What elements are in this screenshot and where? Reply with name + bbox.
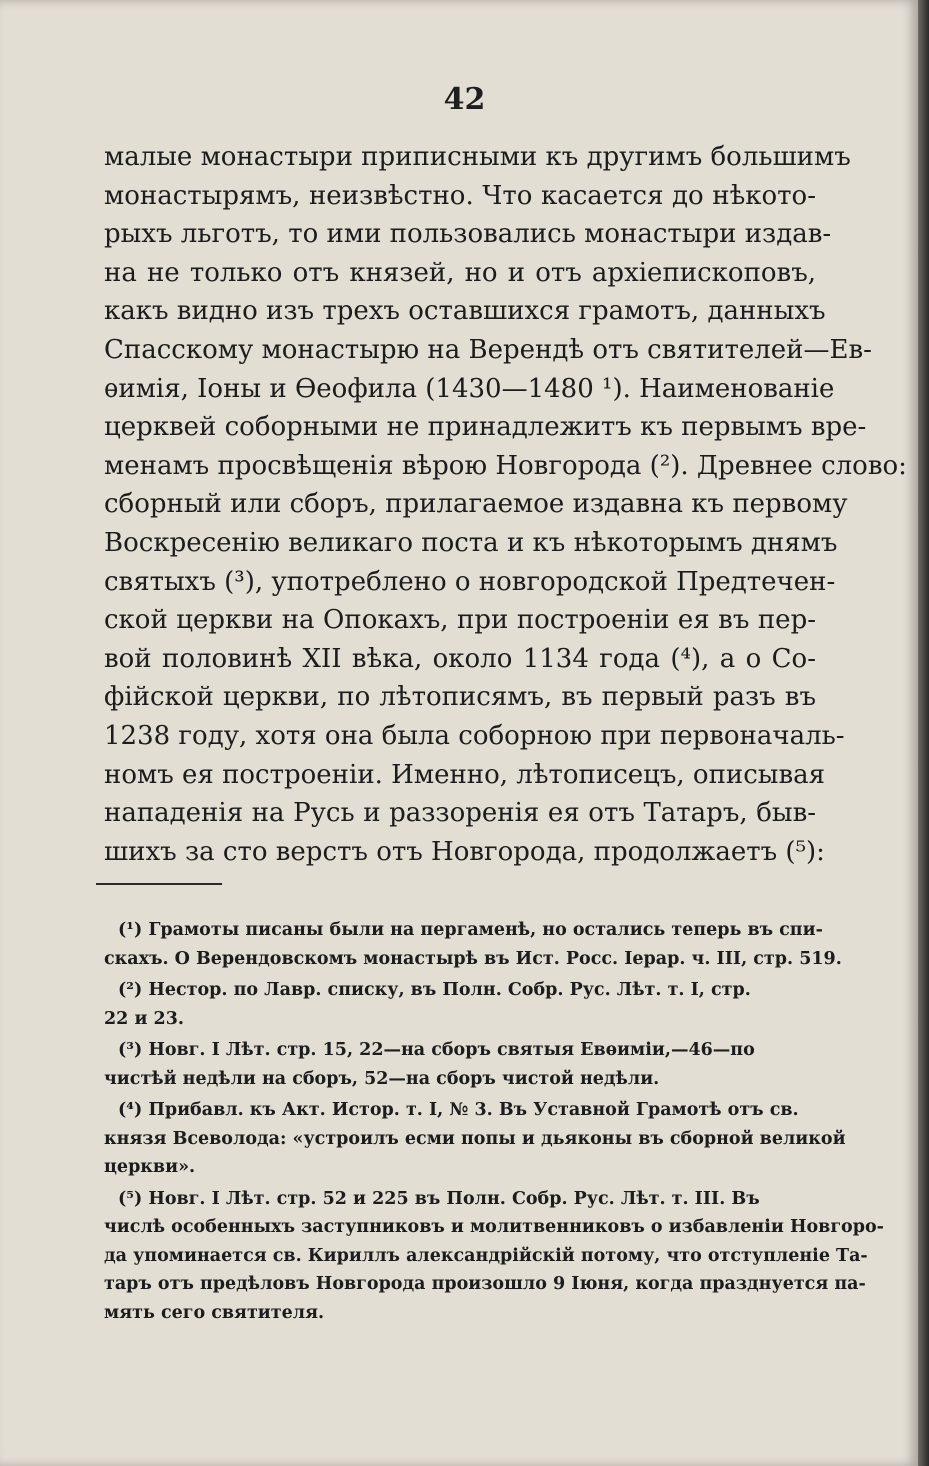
footnote-line: князя Всеволода: «устроилъ есми попы и дьяконы въ сборной великой: [104, 1128, 846, 1149]
text-line: Спасскому монастырю на Верендѣ отъ святителей—Ев-: [104, 334, 872, 365]
footnote-line: скахъ. О Верендовскомъ монастырѣ въ Ист. Росс. Іерар. ч. III, стр. 519.: [104, 948, 842, 969]
text-line: сборный или сборъ, прилагаемое издавна къ первому: [104, 489, 848, 520]
text-line: 1238 году, хотя она была соборною при первоначаль-: [104, 720, 845, 751]
footnote-line: (¹) Грамоты писаны были на пергаменѣ, но остались теперь въ спи-: [118, 920, 823, 940]
main-text: [104, 138, 907, 871]
footnote-line: числѣ особенныхъ заступниковъ и молитвенниковъ о избавленіи Новгоро-: [104, 1217, 884, 1237]
text-line: святыхъ (³), употреблено о новгородской Предтечен-: [104, 566, 836, 597]
text-line: номъ ея построеніи. Именно, лѣтописецъ, описывая: [104, 759, 826, 790]
text-line: шихъ за сто верстъ отъ Новгорода, продолжаетъ (⁵):: [104, 836, 825, 867]
text-line: на не только отъ князей, но и отъ архіепископовъ,: [104, 257, 816, 288]
text-line: церквей соборными не принадлежитъ къ первымъ вре-: [104, 412, 867, 443]
footnote-line: (⁵) Новг. I Лѣт. стр. 52 и 225 въ Полн. Собр. Рус. Лѣт. т. III. Въ: [118, 1188, 760, 1209]
footnote-3: [104, 1036, 808, 1093]
page-number: 42: [443, 82, 486, 117]
text-line: рыхъ льготъ, то ими пользовались монастыри издав-: [104, 219, 832, 250]
text-line: монастырямъ, неизвѣстно. Что касается до нѣкото-: [104, 180, 816, 211]
text-line: Воскресенію великаго поста и къ нѣкоторымъ днямъ: [104, 527, 838, 558]
footnote-4: [104, 1096, 846, 1182]
footnotes: [104, 916, 884, 1330]
footnote-line: 22 и 23.: [104, 1008, 184, 1029]
text-line: ской церкви на Опокахъ, при построеніи ея въ пер-: [104, 605, 816, 636]
footnote-line: (²) Нестор. по Лавр. списку, въ Полн. Собр. Рус. Лѣт. т. I, стр.: [118, 980, 751, 1000]
footnote-line: (³) Новг. I Лѣт. стр. 15, 22—на сборъ святыя Евѳиміи,—46—по: [118, 1040, 755, 1060]
footnote-divider: [96, 883, 222, 885]
text-line: какъ видно изъ трехъ оставшихся грамотъ, данныхъ: [104, 296, 826, 327]
footnote-line: церкви».: [104, 1157, 196, 1177]
footnote-5: [104, 1185, 884, 1328]
text-line: ѳимія, Іоны и Ѳеофила (1430—1480 ¹). Наименованіе: [104, 373, 835, 404]
footnote-line: мять сего святителя.: [104, 1302, 325, 1323]
text-line: нападенія на Русь и раззоренія ея отъ Татаръ, быв-: [104, 798, 816, 829]
footnote-line: (⁴) Прибавл. къ Акт. Истор. т. I, № 3. Въ Уставной Грамотѣ отъ св.: [118, 1100, 799, 1120]
text-line: менамъ просвѣщенія вѣрою Новгорода (²). Древнее слово:: [104, 450, 907, 481]
page-edge: [918, 0, 929, 1466]
footnote-line: да упоминается св. Кириллъ александрійскій потому, что отступленіе Та-: [104, 1245, 868, 1266]
text-line: малые монастыри приписными къ другимъ большимъ: [104, 142, 851, 172]
footnote-line: таръ отъ предѣловъ Новгорода произошло 9 Іюня, когда празднуется па-: [104, 1274, 866, 1294]
text-line: фійской церкви, по лѣтописямъ, въ первый разъ въ: [104, 682, 816, 713]
footnote-line: чистѣй недѣли на сборъ, 52—на сборъ чистой недѣли.: [104, 1068, 660, 1089]
footnote-2: [104, 976, 808, 1033]
text-line: вой половинѣ XII вѣка, около 1134 года (⁴), а о Со-: [104, 643, 816, 674]
footnote-1: [104, 916, 842, 973]
